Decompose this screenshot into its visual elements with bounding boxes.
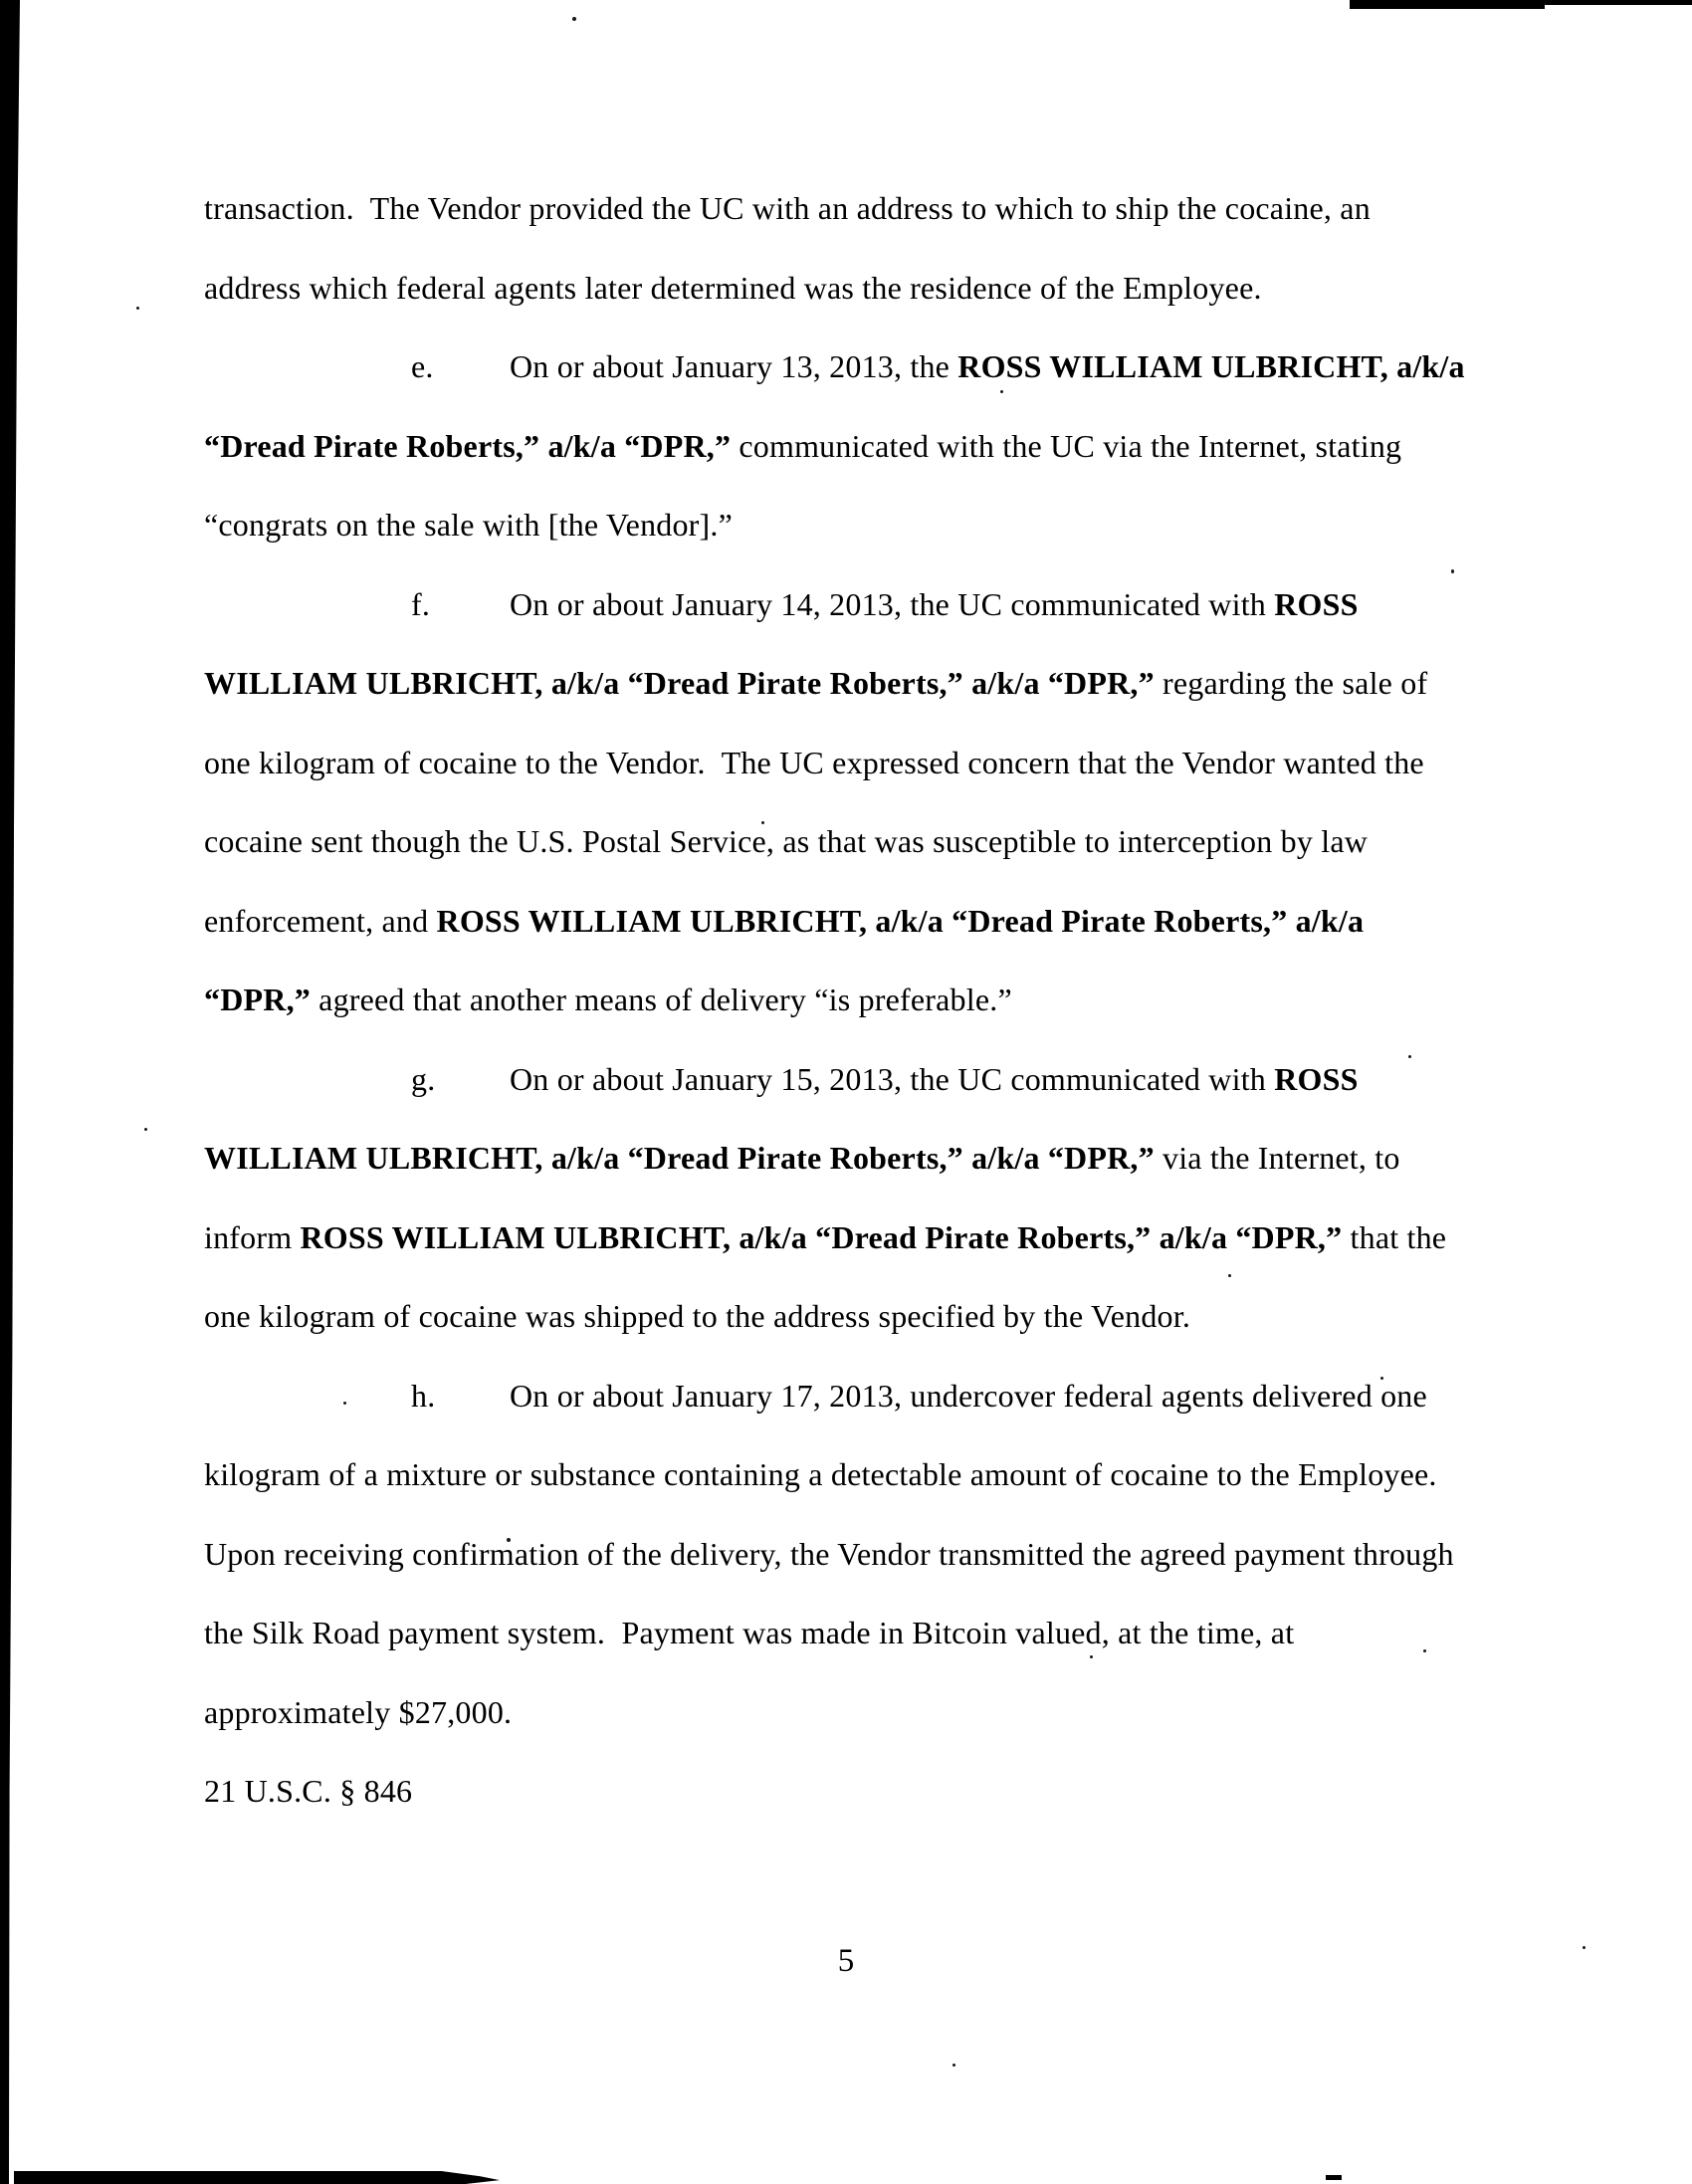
statute-citation	[204, 1752, 1478, 1832]
text-segment: via the Internet, to	[1154, 1140, 1400, 1176]
paragraph-letter: h.	[411, 1377, 436, 1414]
text-segment: 21 U.S.C. § 846	[204, 1773, 413, 1809]
text-line-paragraph-f	[204, 565, 1478, 645]
text-segment: On or about January 15, 2013, the UC communicated with	[510, 1060, 1275, 1097]
text-line-paragraph-e	[204, 328, 1478, 407]
text-line	[204, 1435, 1478, 1515]
text-line	[204, 486, 1478, 565]
text-segment: address which federal agents later determined was the residence of the Employee.	[204, 269, 1262, 306]
text-segment-bold: ROSS WILLIAM ULBRICHT, a/k/a	[957, 348, 1465, 384]
text-segment: inform	[204, 1218, 301, 1255]
text-segment: that the	[1342, 1218, 1447, 1255]
scan-speck	[144, 1128, 147, 1131]
text-line	[204, 644, 1478, 724]
text-segment: On or about January 17, 2013, undercover federal agents delivered one	[510, 1377, 1427, 1414]
text-line	[204, 724, 1478, 803]
scan-artifact-bottom-tick	[1326, 2175, 1342, 2180]
text-line	[204, 1199, 1478, 1278]
document-body	[204, 169, 1478, 1832]
text-segment-bold: ROSS WILLIAM ULBRICHT, a/k/a “Dread Pirate Roberts,” a/k/a	[436, 902, 1365, 939]
text-segment: communicated with the UC via the Internet, stating	[731, 427, 1402, 464]
text-segment: “congrats on the sale with [the Vendor].”	[204, 507, 733, 543]
scan-speck	[136, 307, 139, 310]
paragraph-letter: e.	[411, 348, 434, 384]
text-segment-bold: ROSS	[1274, 585, 1359, 622]
text-line	[204, 249, 1478, 328]
text-line-paragraph-g	[204, 1040, 1478, 1120]
text-segment: one kilogram of cocaine to the Vendor. The UC expressed concern that the Vendor wanted the	[204, 744, 1424, 780]
text-line	[204, 1673, 1478, 1753]
text-segment: Upon receiving confirmation of the delivery, the Vendor transmitted the agreed payment through	[204, 1535, 1454, 1572]
text-segment: one kilogram of cocaine was shipped to the address specified by the Vendor.	[204, 1298, 1191, 1334]
text-line	[204, 1277, 1478, 1357]
text-segment: kilogram of a mixture or substance containing a detectable amount of cocaine to the Employee.	[204, 1456, 1437, 1492]
text-segment: the Silk Road payment system. Payment was made in Bitcoin valued, at the time, at	[204, 1615, 1295, 1650]
text-line	[204, 407, 1478, 487]
text-segment: cocaine sent though the U.S. Postal Service, as that was susceptible to interception by law	[204, 823, 1369, 859]
text-line-paragraph-h	[204, 1357, 1478, 1436]
text-segment: agreed that another means of delivery “is preferable.”	[310, 982, 1012, 1017]
text-segment: approximately $27,000.	[204, 1693, 513, 1730]
text-segment: transaction. The Vendor provided the UC with an address to which to ship the cocaine, an	[204, 190, 1371, 226]
text-segment-bold: ROSS	[1274, 1060, 1359, 1097]
text-line	[204, 802, 1478, 882]
text-segment-bold: WILLIAM ULBRICHT, a/k/a “Dread Pirate Roberts,” a/k/a “DPR,”	[204, 665, 1155, 701]
scan-speck	[572, 17, 576, 21]
text-line	[204, 882, 1478, 962]
text-segment-bold: ROSS WILLIAM ULBRICHT, a/k/a “Dread Pirate Roberts,” a/k/a “DPR,”	[300, 1218, 1343, 1255]
text-line	[204, 961, 1478, 1040]
text-segment-bold: “DPR,”	[204, 982, 311, 1017]
text-line	[204, 169, 1478, 249]
scan-speck	[952, 2064, 955, 2067]
text-segment: On or about January 14, 2013, the UC communicated with	[510, 585, 1275, 622]
scan-artifact-bottom-edge	[14, 2171, 500, 2184]
paragraph-letter: f.	[411, 585, 431, 622]
text-line	[204, 1594, 1478, 1673]
scan-artifact-left-edge	[0, 0, 20, 2184]
text-segment: On or about January 13, 2013, the	[510, 348, 958, 384]
text-segment-bold: “Dread Pirate Roberts,” a/k/a “DPR,”	[204, 427, 732, 464]
text-line	[204, 1119, 1478, 1199]
text-segment-bold: WILLIAM ULBRICHT, a/k/a “Dread Pirate Roberts,” a/k/a “DPR,”	[204, 1140, 1155, 1176]
page-number: 5	[837, 1943, 855, 1979]
text-line	[204, 1515, 1478, 1595]
text-segment: regarding the sale of	[1154, 665, 1428, 701]
text-segment: enforcement, and	[204, 902, 437, 939]
paragraph-letter: g.	[411, 1060, 436, 1097]
scan-artifact-top-edge-thick	[1350, 5, 1545, 9]
